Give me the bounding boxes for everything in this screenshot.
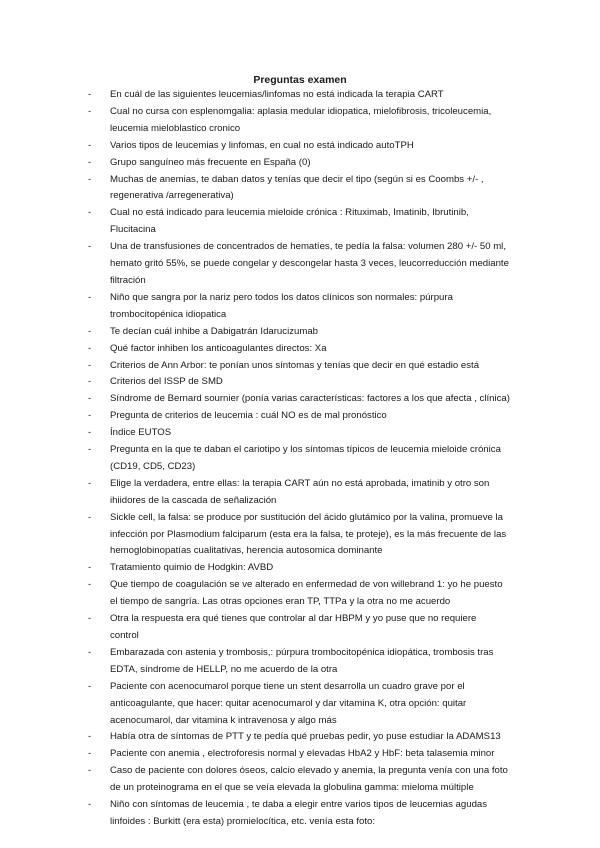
list-item-line: trombocitopénica idiopatica — [110, 308, 227, 320]
list-item-text — [110, 442, 528, 476]
list-item — [88, 476, 528, 510]
list-item — [88, 290, 528, 324]
bullet-dash: - — [88, 89, 92, 100]
bullet-dash: - — [88, 410, 92, 422]
list-item-text — [110, 104, 528, 138]
list-item-line: Paciente con anemia , electroforesis normal y elevadas HbA2 y HbF: beta talasemia minor — [110, 748, 495, 760]
list-item — [88, 797, 528, 831]
list-item-line: Grupo sanguíneo más frecuente en España (0) — [110, 156, 311, 168]
list-item-text — [110, 138, 528, 155]
bullet-dash: - — [88, 376, 92, 388]
list-item-line: Niño con síntomas de leucemia , te daba a elegir entre varios tipos de leucemias agudas — [110, 799, 488, 811]
bullet-dash: - — [88, 511, 92, 523]
list-item-line: EDTA, síndrome de HELLP, no me acuerdo de la otra — [110, 663, 338, 675]
list-item-line: Otra la respuesta era qué tienes que controlar al dar HBPM y yo puse que no requiere — [110, 613, 477, 625]
bullet-dash: - — [88, 579, 92, 591]
list-item-text — [110, 374, 528, 391]
bullet-dash: - — [88, 799, 92, 811]
list-item-line: Varios tipos de leucemias y linfomas, en cual no está indicado autoTPH — [110, 139, 414, 151]
list-item — [88, 324, 528, 341]
bullet-dash: - — [88, 765, 92, 777]
list-item-text — [110, 290, 528, 324]
list-item-line: de un proteinograma en el que se veía elevada la globulina gamma: mieloma múltiple — [110, 782, 474, 794]
list-item-text — [110, 510, 528, 561]
list-item-line: Que tiempo de coagulación se ve alterado en enfermedad de von willebrand 1: yo he puesto — [110, 579, 503, 591]
list-item-text — [110, 476, 528, 510]
list-item-line: Criterios de Ann Arbor: te ponían unos síntomas y tenías que decir en qué estadio está — [110, 359, 480, 371]
list-item-line: Te decían cuál inhibe a Dabigatrán Idarucizumab — [110, 325, 318, 337]
list-item — [88, 341, 528, 358]
list-item — [88, 374, 528, 391]
list-item-line: Índice EUTOS — [110, 427, 172, 439]
list-item-line: (CD19, CD5, CD23) — [110, 460, 196, 472]
list-item-text — [110, 205, 528, 239]
list-item-line: Pregunta de criterios de leucemia : cuál NO es de mal pronóstico — [110, 410, 387, 422]
list-item-text — [110, 560, 528, 577]
list-item-line: Pregunta en la que te daban el cariotipo y los síntomas típicos de leucemia mieloide crónica — [110, 444, 501, 456]
list-item — [88, 645, 528, 679]
bullet-dash: - — [88, 393, 92, 405]
list-item — [88, 239, 528, 290]
list-item-line: Síndrome de Bernard sournier (ponía varias características: factores a los que afecta , clínica) — [110, 393, 510, 405]
bullet-dash: - — [88, 477, 92, 489]
list-item — [88, 205, 528, 239]
list-item-line: Tratamiento quimio de Hodgkin: AVBD — [110, 562, 274, 574]
list-item-line: leucemia mieloblastico cronico — [110, 122, 241, 134]
list-item — [88, 746, 528, 763]
list-item — [88, 104, 528, 138]
list-item-line: anticoagulante, que hacer: quitar acenocumarol y dar vitamina K, otra opción: quitar — [110, 697, 467, 709]
list-item-line: Elige la verdadera, entre ellas: la terapia CART aún no está aprobada, imatinib y otro son — [110, 477, 490, 489]
bullet-dash: - — [88, 444, 92, 456]
bullet-dash: - — [88, 139, 92, 151]
list-item-text — [110, 577, 528, 611]
bullet-dash: - — [88, 562, 92, 574]
bullet-dash: - — [88, 731, 92, 743]
list-item-text — [110, 87, 528, 104]
list-item-text — [110, 746, 528, 763]
list-item-line: Flucitacina — [110, 224, 156, 236]
list-item — [88, 560, 528, 577]
bullet-dash: - — [88, 207, 92, 219]
list-item-line: Cual no está indicado para leucemia mieloide crónica : Rituximab, Imatinib, Ibrutinib, — [110, 207, 469, 219]
list-item-text — [110, 729, 528, 746]
list-item-line: el tiempo de sangría. Las otras opciones eran TP, TTPa y la otra no me acuerdo — [110, 596, 451, 608]
list-item-text — [110, 645, 528, 679]
document-title: Preguntas examen — [253, 74, 347, 86]
bullet-dash: - — [88, 680, 92, 692]
list-item-line: hemato gritó 55%, se puede congelar y descongelar hasta 3 veces, leucorreducción mediante — [110, 258, 509, 270]
bullet-dash: - — [88, 748, 92, 760]
list-item-line: acenocumarol, dar vitamina k intravenosa y algo más — [110, 714, 337, 726]
list-item-text — [110, 324, 528, 341]
list-item-line: Había otra de síntomas de PTT y te pedía qué pruebas pedir, yo puse estudiar la ADAMS13 — [110, 731, 501, 743]
list-item-line: infección por Plasmodium falciparum (esta era la falsa, te proteje), es la más frecuente de las — [110, 528, 507, 540]
list-item-text — [110, 341, 528, 358]
list-item — [88, 510, 528, 561]
list-item — [88, 408, 528, 425]
list-item-line: Qué factor inhiben los anticoagulantes directos: Xa — [110, 342, 327, 354]
question-list — [88, 87, 528, 831]
list-item-line: filtración — [110, 274, 146, 286]
list-item — [88, 442, 528, 476]
list-item-text — [110, 358, 528, 375]
list-item-text — [110, 155, 528, 172]
bullet-dash: - — [88, 646, 92, 658]
list-item — [88, 358, 528, 375]
list-item-line: Caso de paciente con dolores óseos, calcio elevado y anemia, la pregunta venía con una foto — [110, 765, 508, 777]
list-item-text — [110, 408, 528, 425]
list-item-line: Niño que sangra por la nariz pero todos los datos clínicos son normales: púrpura — [110, 291, 453, 303]
bullet-dash: - — [88, 359, 92, 371]
list-item-line: En cuál de las siguientes leucemias/linfomas no está indicada la terapia CART — [110, 89, 444, 100]
list-item — [88, 172, 528, 206]
list-item-line: Una de transfusiones de concentrados de hematíes, te pedía la falsa: volumen 280 +/- 50 ml, — [110, 241, 506, 253]
list-item — [88, 611, 528, 645]
list-item-line: ihiidores de la cascada de señalización — [110, 494, 277, 506]
list-item-line: control — [110, 630, 139, 641]
list-item-line: linfoides : Burkitt (era esta) promielocítica, etc. venía esta foto: — [110, 815, 376, 827]
list-item-text — [110, 391, 528, 408]
list-item-text — [110, 797, 528, 831]
list-item — [88, 391, 528, 408]
list-item-line: Paciente con acenocumarol porque tiene un stent desarrolla un cuadro grave por el — [110, 680, 465, 692]
bullet-dash: - — [88, 173, 92, 185]
list-item-line: regenerativa /arregenerativa) — [110, 190, 234, 202]
list-item-text — [110, 425, 528, 442]
list-item-text — [110, 239, 528, 290]
list-item — [88, 155, 528, 172]
list-item-line: Criterios del ISSP de SMD — [110, 376, 223, 388]
list-item — [88, 763, 528, 797]
bullet-dash: - — [88, 105, 92, 117]
list-item-line: hemoglobinopatías cualitativas, herencia autosomica dominante — [110, 545, 383, 557]
list-item — [88, 729, 528, 746]
bullet-dash: - — [88, 241, 92, 253]
list-item-text — [110, 611, 528, 645]
bullet-dash: - — [88, 427, 92, 439]
list-item-text — [110, 172, 528, 206]
bullet-dash: - — [88, 291, 92, 303]
list-item — [88, 679, 528, 730]
list-item — [88, 138, 528, 155]
list-item — [88, 577, 528, 611]
list-item-text — [110, 679, 528, 730]
bullet-dash: - — [88, 613, 92, 625]
list-item — [88, 425, 528, 442]
list-item-line: Sickle cell, la falsa: se produce por sustitución del ácido glutámico por la valina, promueve la — [110, 511, 504, 523]
list-item-text — [110, 763, 528, 797]
list-item-line: Embarazada con astenia y trombosis,: púrpura trombocitopénica idiopática, trombosis tras — [110, 646, 494, 658]
bullet-dash: - — [88, 342, 92, 354]
bullet-dash: - — [88, 325, 92, 337]
bullet-dash: - — [88, 156, 92, 168]
list-item — [88, 87, 528, 104]
list-item-line: Cual no cursa con esplenomgalia: aplasia medular idiopatica, mielofibrosis, tricoleucemia, — [110, 105, 492, 117]
list-item-line: Muchas de anemias, te daban datos y tenías que decir el tipo (según si es Coombs +/- , — [110, 173, 484, 185]
